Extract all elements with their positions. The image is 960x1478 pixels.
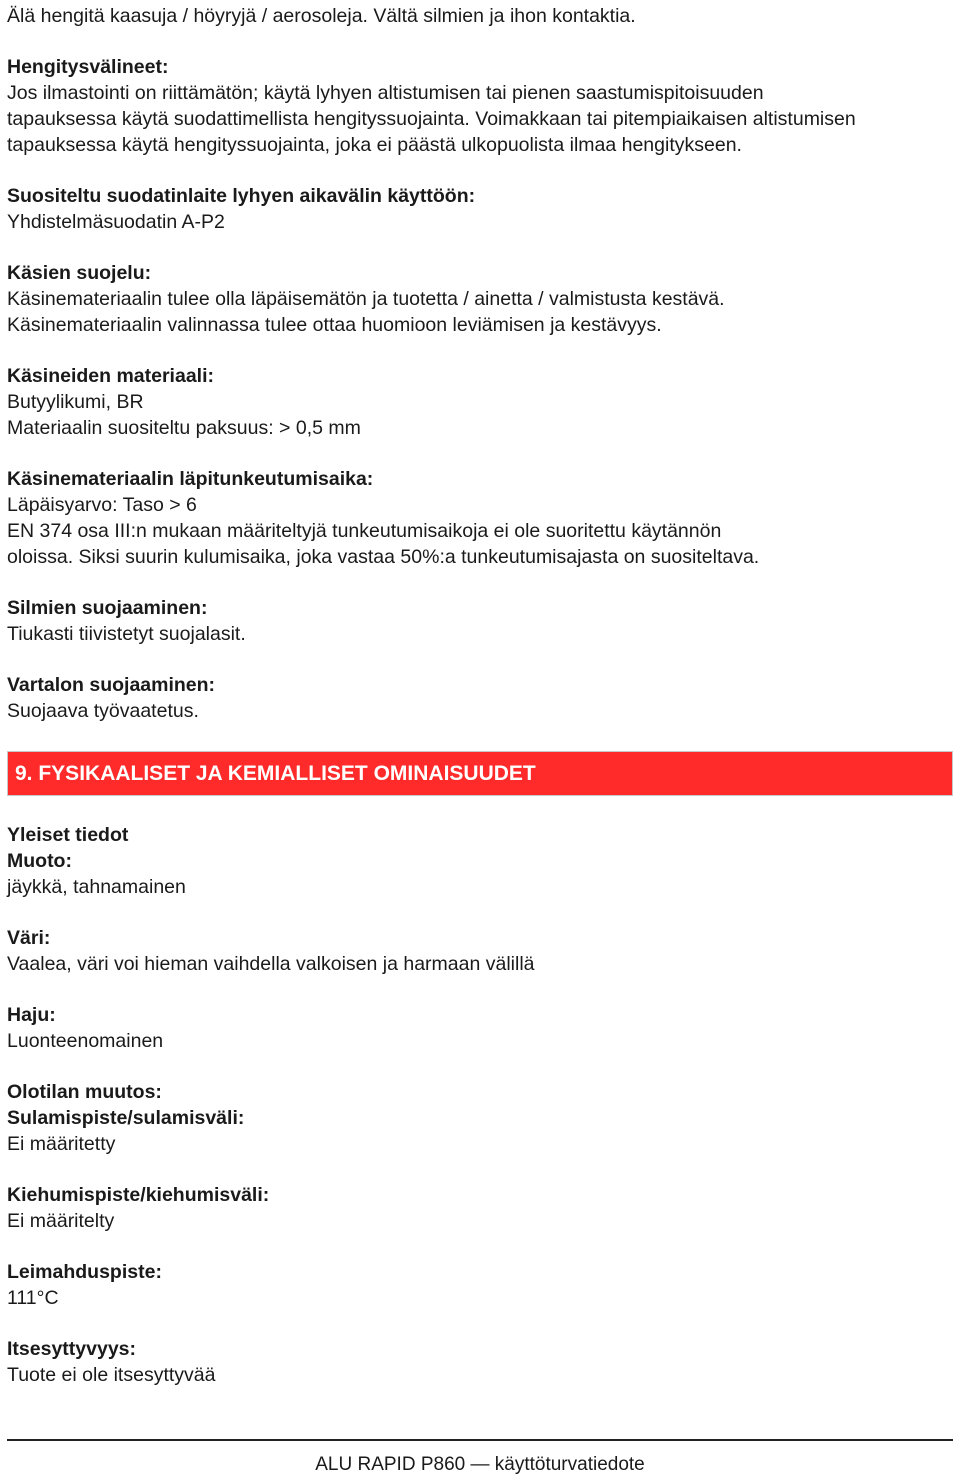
penetration-time-line2: EN 374 osa III:n mukaan määriteltyjä tunkeutumisaikoja ei ole suoritettu käytännön — [7, 520, 722, 542]
body-protection-heading: Vartalon suojaaminen: — [7, 674, 216, 696]
flash-point-value: 111°C — [7, 1287, 59, 1309]
boiling-point-value: Ei määritelty — [7, 1210, 115, 1232]
respiratory-text-line1: Jos ilmastointi on riittämätön; käytä lyhyen altistumisen tai pienen saastumispitoisuuden — [7, 82, 764, 104]
hand-protection-line2: Käsinemateriaalin valinnassa tulee ottaa huomioon leviämisen ja kestävyys. — [7, 314, 662, 336]
self-ignition-value: Tuote ei ole itsesyttyvää — [7, 1364, 216, 1386]
footer-divider — [7, 1439, 953, 1441]
melting-point-heading: Sulamispiste/sulamisväli: — [7, 1107, 245, 1129]
section-9-header-bar — [7, 751, 953, 796]
general-info-heading: Yleiset tiedot — [7, 824, 129, 846]
form-heading: Muoto: — [7, 850, 72, 872]
hand-protection-line1: Käsinemateriaalin tulee olla läpäisemätön ja tuotetta / ainetta / valmistusta kestävä. — [7, 288, 725, 310]
odour-heading: Haju: — [7, 1004, 56, 1026]
filter-heading: Suositeltu suodatinlaite lyhyen aikavälin käyttöön: — [7, 185, 476, 207]
body-protection-value: Suojaava työvaatetus. — [7, 700, 199, 722]
respiratory-heading: Hengitysvälineet: — [7, 56, 169, 78]
melting-point-value: Ei määritetty — [7, 1133, 116, 1155]
color-heading: Väri: — [7, 927, 51, 949]
glove-material-line2: Materiaalin suositeltu paksuus: > 0,5 mm — [7, 417, 361, 439]
respiratory-text-line3: tapauksessa käytä hengityssuojainta, joka ei päästä ulkopuolista ilmaa hengitykseen. — [7, 134, 742, 156]
penetration-time-line3: oloissa. Siksi suurin kulumisaika, joka vastaa 50%:a tunkeutumisajasta on suositeltava. — [7, 546, 760, 568]
self-ignition-heading: Itsesyttyvyys: — [7, 1338, 136, 1360]
footer-document-title: ALU RAPID P860 — käyttöturvatiedote — [315, 1454, 645, 1475]
glove-material-line1: Butyylikumi, BR — [7, 391, 144, 413]
penetration-time-heading: Käsinemateriaalin läpitunkeutumisaika: — [7, 468, 374, 490]
document-page — [7, 0, 953, 1388]
hand-protection-heading: Käsien suojelu: — [7, 262, 152, 284]
color-value: Vaalea, väri voi hieman vaihdella valkoisen ja harmaan välillä — [7, 953, 535, 975]
glove-material-heading: Käsineiden materiaali: — [7, 365, 214, 387]
state-change-heading: Olotilan muutos: — [7, 1081, 162, 1103]
odour-value: Luonteenomainen — [7, 1030, 164, 1052]
flash-point-heading: Leimahduspiste: — [7, 1261, 162, 1283]
boiling-point-heading: Kiehumispiste/kiehumisväli: — [7, 1184, 270, 1206]
eye-protection-heading: Silmien suojaaminen: — [7, 597, 208, 619]
penetration-time-line1: Läpäisyarvo: Taso > 6 — [7, 494, 197, 516]
filter-value: Yhdistelmäsuodatin A-P2 — [7, 211, 225, 233]
form-value: jäykkä, tahnamainen — [7, 876, 186, 898]
inhalation-warning: Älä hengitä kaasuja / höyryjä / aerosoleja. Vältä silmien ja ihon kontaktia. — [7, 5, 636, 27]
eye-protection-value: Tiukasti tiivistetyt suojalasit. — [7, 623, 246, 645]
respiratory-text-line2: tapauksessa käytä suodattimellista hengityssuojainta. Voimakkaan tai pitempiaikaisen altistumisen — [7, 108, 856, 130]
section-9-title: 9. FYSIKAALISET JA KEMIALLISET OMINAISUUDET — [15, 762, 536, 785]
